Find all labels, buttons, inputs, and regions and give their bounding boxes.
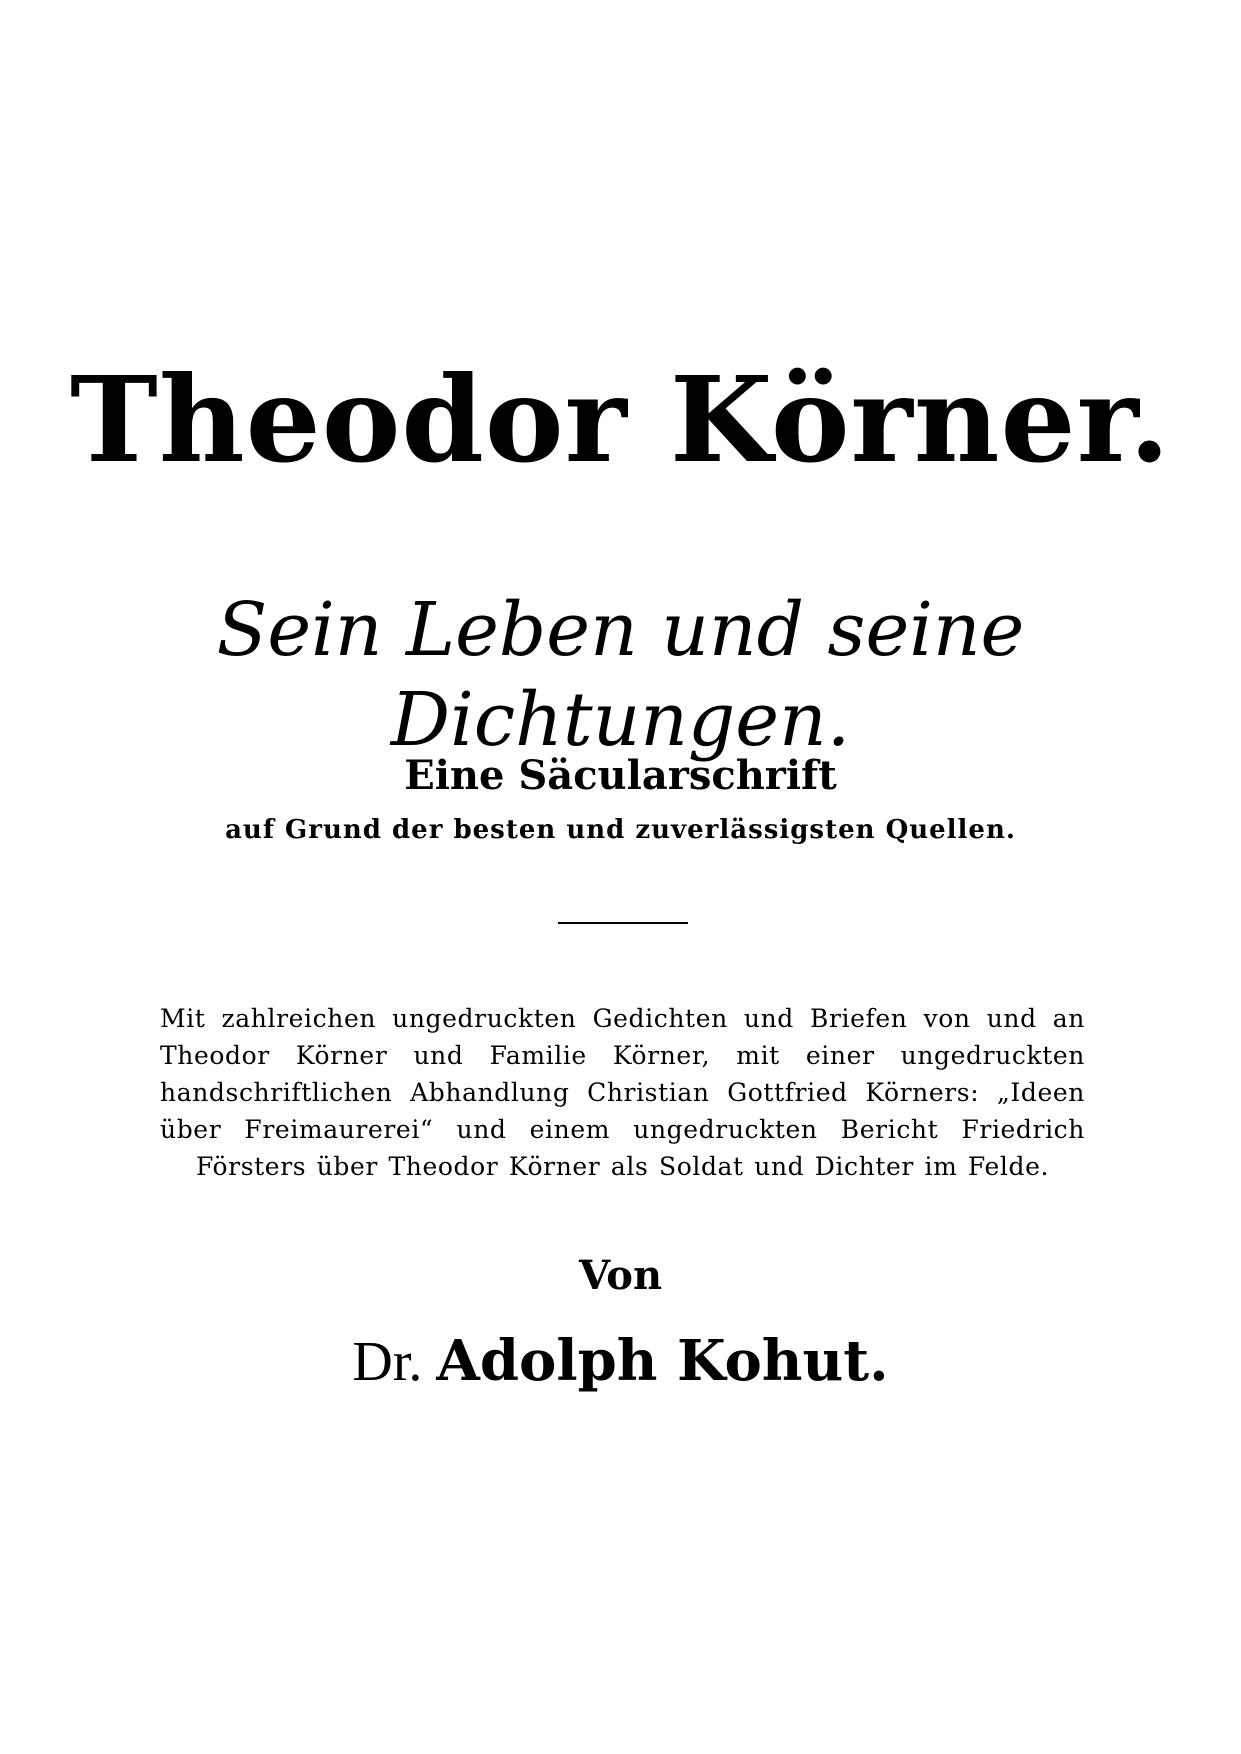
author-prefix: Dr. xyxy=(352,1331,423,1393)
by-label: Von xyxy=(578,1252,663,1299)
work-type: Eine Säcularschrift xyxy=(404,752,837,799)
sources-line: auf Grund der besten und zuverlässigsten Quellen. xyxy=(225,815,1016,845)
author-line xyxy=(0,1325,1241,1398)
book-title: Theodor Körner. xyxy=(70,350,1171,489)
author-name: Adolph Kohut. xyxy=(436,1328,889,1394)
divider-rule xyxy=(558,922,688,924)
contents-description: Mit zahlreichen ungedruckten Gedichten und Briefen von und an Theodor Körner und Familie Körner, mit einer ungedruckten handschriftlichen Abhandlung Christian Gottfried Körners: „Ideen über Freimaurerei“ und einem ungedruckten Bericht Friedrich Försters über Theodor Körner als Soldat und Dichter im Felde. xyxy=(160,1004,1085,1181)
book-subtitle: Sein Leben und seine Dichtungen. xyxy=(216,587,1025,763)
